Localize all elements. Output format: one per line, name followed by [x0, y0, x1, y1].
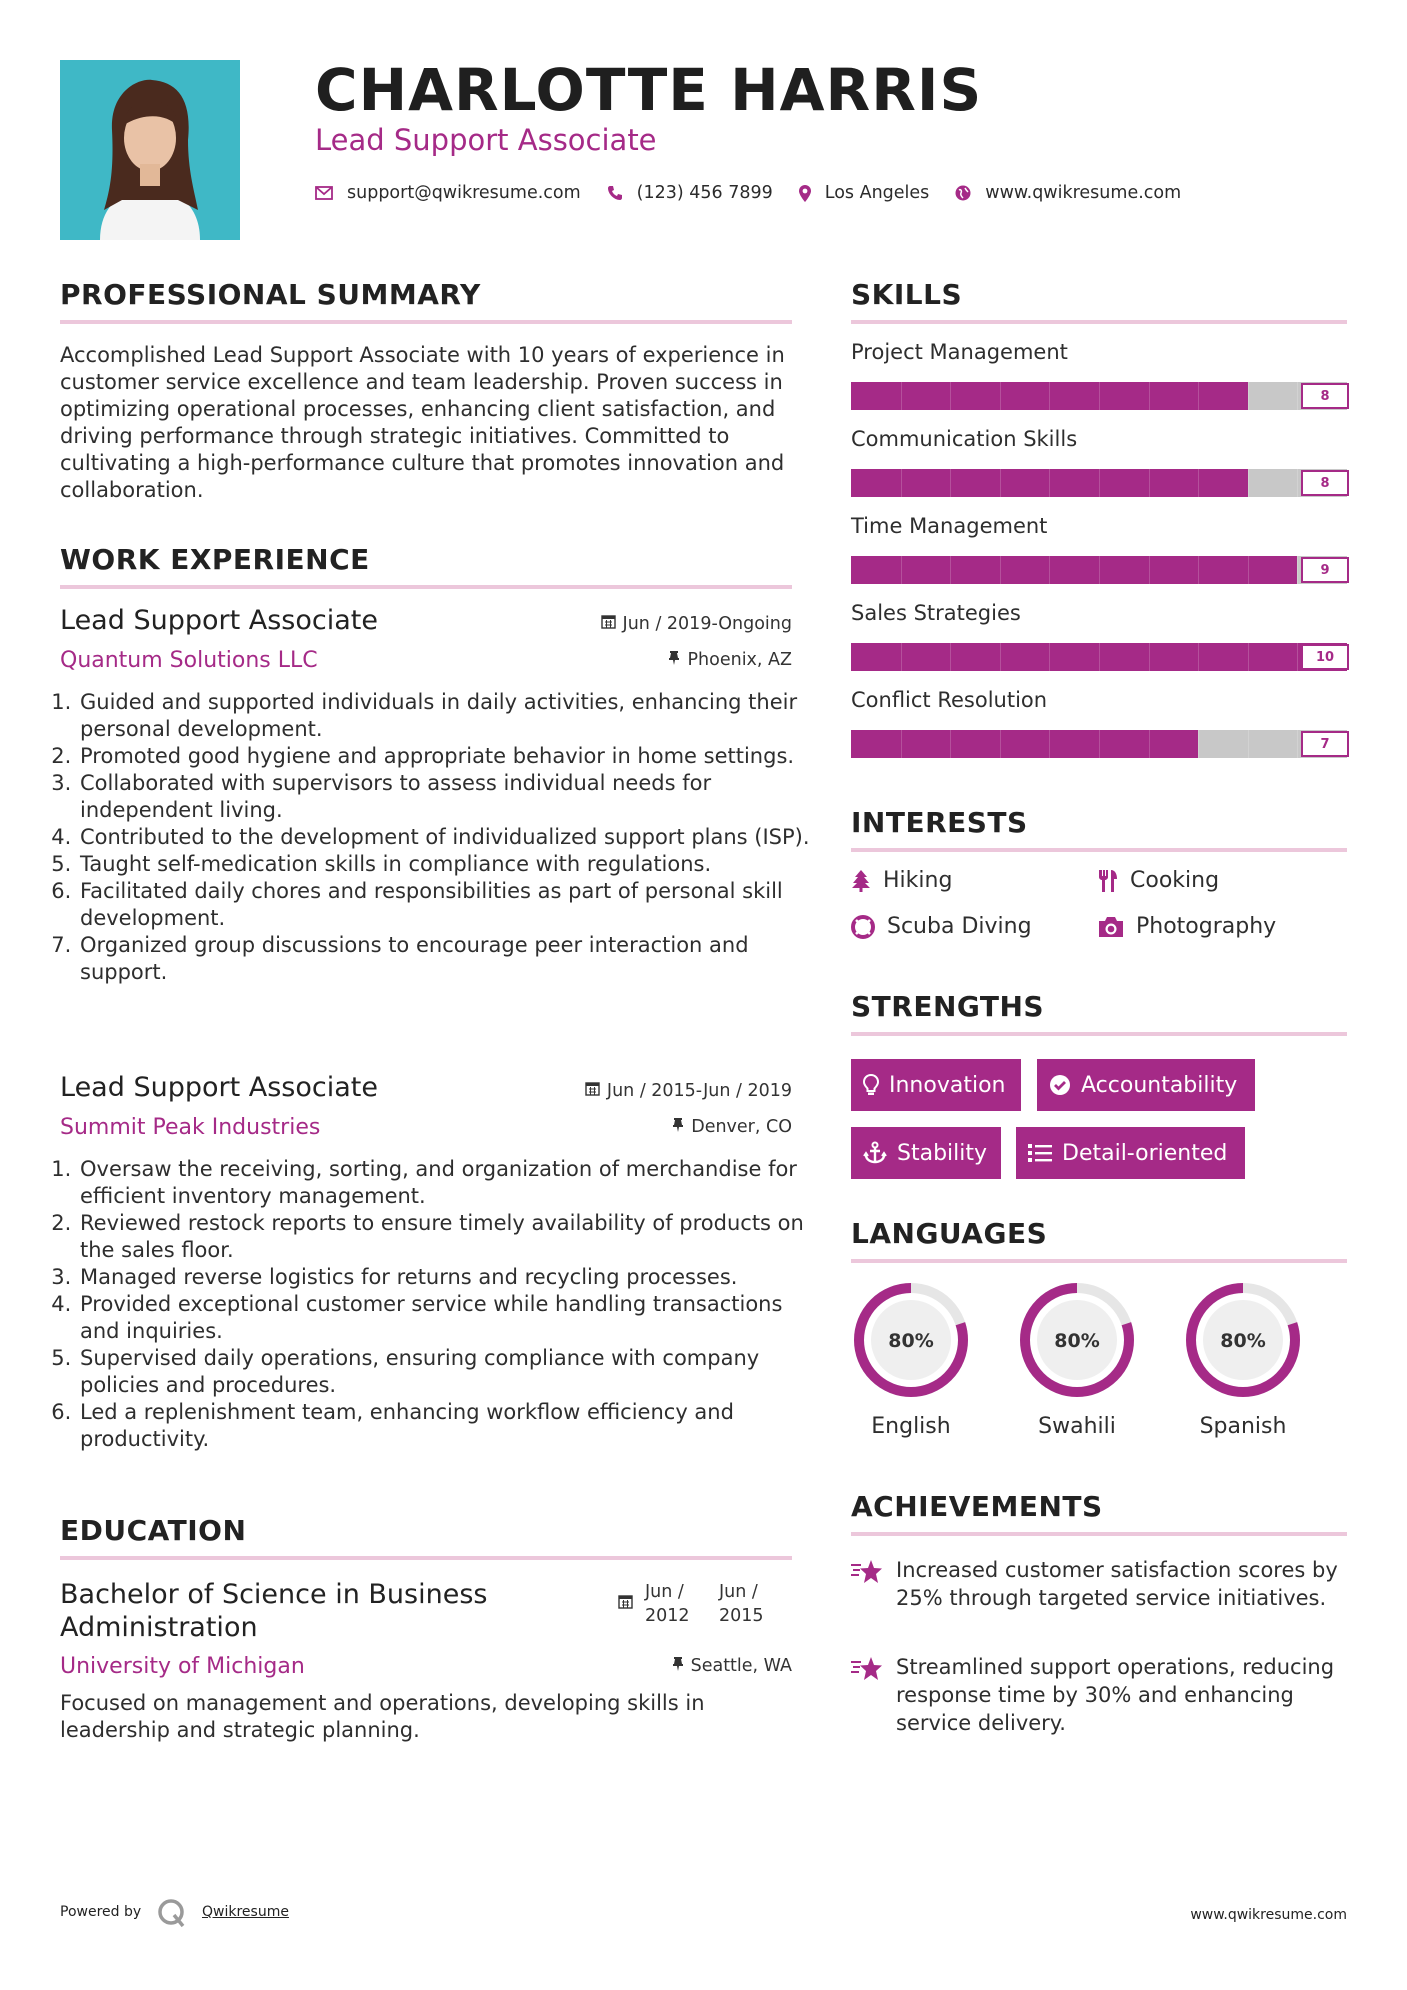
candidate-name: CHARLOTTE HARRIS — [315, 56, 983, 124]
skill-bar-segment — [1297, 730, 1298, 758]
skills-heading: SKILLS — [851, 278, 963, 311]
skill-bar-segment — [950, 469, 951, 497]
skill-label: Time Management — [851, 514, 1048, 538]
strength-label: Detail-oriented — [1062, 1140, 1228, 1166]
language-percent: 80% — [1220, 1330, 1266, 1352]
strength-label: Innovation — [889, 1072, 1006, 1098]
skill-bar — [851, 556, 1347, 584]
skill-bar-segment — [1198, 643, 1199, 671]
skills-divider — [851, 320, 1347, 324]
job-date — [601, 614, 792, 634]
degree-title: Bachelor of Science in Business Administration — [60, 1579, 488, 1643]
life-ring-icon — [851, 915, 875, 939]
skill-bar-fill — [851, 730, 1198, 758]
skill-bar-segment — [901, 730, 902, 758]
calendar-icon — [585, 1081, 600, 1101]
phone-icon — [607, 185, 623, 201]
company-name: Quantum Solutions LLC — [60, 648, 318, 673]
pin-icon — [672, 1117, 684, 1137]
qwikresume-logo-icon — [157, 1898, 187, 1932]
education-end — [719, 1580, 764, 1628]
skill-bar-segment — [1099, 730, 1100, 758]
skill-bar-segment — [1248, 469, 1249, 497]
skill-bar-segment — [1000, 730, 1001, 758]
summary-heading: PROFESSIONAL SUMMARY — [60, 278, 481, 311]
language-label: Spanish — [1199, 1414, 1287, 1439]
skill-bar-segment — [1248, 556, 1249, 584]
calendar-icon — [601, 614, 616, 634]
languages-divider — [851, 1259, 1347, 1263]
strengths-heading: STRENGTHS — [851, 990, 1045, 1023]
skill-bar-segment — [1198, 469, 1199, 497]
skill-bar-segment — [1297, 556, 1298, 584]
interests-divider — [851, 848, 1347, 852]
skill-bar-segment — [950, 730, 951, 758]
skill-bar — [851, 382, 1347, 410]
lightbulb-icon — [863, 1074, 879, 1096]
profile-photo — [60, 60, 240, 240]
list-item: 2. Promoted good hygiene and appropriate behavior in home settings. — [78, 743, 813, 770]
utensils-icon — [1098, 870, 1118, 892]
anchor-icon — [863, 1141, 887, 1165]
skill-bar-segment — [1297, 643, 1298, 671]
education-description: Focused on management and operations, developing skills in leadership and strategic planning. — [60, 1691, 705, 1742]
skill-bar-segment — [1000, 643, 1001, 671]
powered-by-text: Powered by — [60, 1904, 142, 1920]
language-label: Swahili — [1038, 1414, 1116, 1439]
camera-icon — [1098, 916, 1124, 938]
list-item: 4. Contributed to the development of individualized support plans (ISP). — [78, 824, 813, 851]
education-location — [672, 1656, 792, 1676]
skill-bar-segment — [1248, 730, 1249, 758]
education-divider — [60, 1556, 792, 1560]
list-item: 1. Guided and supported individuals in daily activities, enhancing their personal development. — [78, 689, 813, 743]
skill-bar-segment — [1049, 643, 1050, 671]
job-duties-list — [58, 1156, 813, 1453]
skill-bar-segment — [1000, 556, 1001, 584]
language-ring — [1181, 1278, 1305, 1402]
shooting-star-icon — [851, 1656, 883, 1686]
skill-bar-segment — [1149, 382, 1150, 410]
list-item: 6. Led a replenishment team, enhancing workflow efficiency and productivity. — [78, 1399, 813, 1453]
skill-bar-segment — [1099, 469, 1100, 497]
list-item: 6. Facilitated daily chores and responsibilities as part of personal skill development. — [78, 878, 813, 932]
list-item: 1. Oversaw the receiving, sorting, and organization of merchandise for efficient inventory management. — [78, 1156, 813, 1210]
skill-bar-segment — [1198, 556, 1199, 584]
skill-bar-segment — [1297, 469, 1298, 497]
skill-bar-segment — [901, 643, 902, 671]
achievements-divider — [851, 1532, 1347, 1536]
languages-heading: LANGUAGES — [851, 1217, 1048, 1250]
email-link[interactable]: support@qwikresume.com — [347, 183, 581, 203]
achievement-text: Streamlined support operations, reducing response time by 30% and enhancing service delivery. — [896, 1655, 1335, 1735]
education-end-year: 2015 — [719, 1606, 764, 1626]
strength-chip-accountability — [1037, 1059, 1255, 1111]
location-text: Los Angeles — [824, 183, 930, 203]
interest-item-scuba-diving — [851, 914, 1032, 939]
skill-score: 8 — [1301, 383, 1349, 409]
skill-bar-segment — [1049, 556, 1050, 584]
tree-icon — [851, 870, 871, 892]
skill-bar-segment — [901, 382, 902, 410]
achievements-heading: ACHIEVEMENTS — [851, 1490, 1103, 1523]
list-item: 4. Provided exceptional customer service while handling transactions and inquiries. — [78, 1291, 813, 1345]
map-marker-icon — [799, 185, 811, 202]
brand-link[interactable]: Qwikresume — [202, 1904, 289, 1920]
interest-item-hiking — [851, 868, 952, 893]
summary-text: Accomplished Lead Support Associate with 10 years of experience in customer service excellence and team leadership. Proven success in optimizing operational processes, enhancing client satisfaction, and driving performance through strategic initiatives. Committed to cultivating a high-performance culture that promotes innovation and collaboration. — [60, 343, 785, 502]
education-start-year: 2012 — [645, 1606, 690, 1626]
skill-bar-segment — [1149, 730, 1150, 758]
job-location-text: Phoenix, AZ — [687, 650, 792, 670]
skill-bar-segment — [1049, 382, 1050, 410]
list-item: 5. Taught self-medication skills in compliance with regulations. — [78, 851, 813, 878]
job-date — [585, 1081, 792, 1101]
school-name: University of Michigan — [60, 1654, 305, 1679]
skill-bar-segment — [901, 556, 902, 584]
interest-label: Photography — [1136, 914, 1277, 939]
skill-bar-segment — [1149, 469, 1150, 497]
skill-bar — [851, 469, 1347, 497]
strength-chip-innovation — [851, 1059, 1021, 1111]
skill-bar-segment — [1099, 643, 1100, 671]
skill-bar-segment — [950, 382, 951, 410]
globe-icon — [955, 185, 971, 201]
shooting-star-icon — [851, 1559, 883, 1589]
job-date-text: Jun / 2015-Jun / 2019 — [606, 1081, 792, 1101]
list-item: 7. Organized group discussions to encourage peer interaction and support. — [78, 932, 813, 986]
skill-bar-segment — [1099, 556, 1100, 584]
skill-score: 7 — [1301, 731, 1349, 757]
footer-url-link[interactable]: www.qwikresume.com — [1190, 1907, 1347, 1923]
skill-bar-segment — [1049, 469, 1050, 497]
company-name: Summit Peak Industries — [60, 1115, 321, 1140]
envelope-icon — [315, 186, 333, 200]
skill-bar-segment — [1000, 382, 1001, 410]
job-location-text: Denver, CO — [691, 1117, 792, 1137]
skill-bar-segment — [1049, 730, 1050, 758]
job-title: Lead Support Associate — [60, 1072, 378, 1103]
pin-icon — [672, 1656, 684, 1676]
education-location-text: Seattle, WA — [690, 1656, 792, 1676]
skill-score: 8 — [1301, 470, 1349, 496]
achievement-text: Increased customer satisfaction scores by 25% through targeted service initiatives. — [896, 1558, 1338, 1610]
education-heading: EDUCATION — [60, 1514, 247, 1547]
skill-bar-segment — [950, 643, 951, 671]
language-ring — [1015, 1278, 1139, 1402]
skill-bar-segment — [950, 556, 951, 584]
skill-bar — [851, 643, 1347, 671]
strength-label: Accountability — [1081, 1072, 1238, 1098]
education-end-month: Jun / — [719, 1582, 758, 1602]
skill-bar-segment — [1248, 382, 1249, 410]
calendar-icon — [618, 1592, 633, 1616]
list-item: 3. Managed reverse logistics for returns and recycling processes. — [78, 1264, 813, 1291]
interest-label: Hiking — [883, 868, 953, 893]
job-duties-list — [58, 689, 813, 986]
strength-chip-detail-oriented — [1016, 1127, 1245, 1179]
skill-bar — [851, 730, 1347, 758]
skill-bar-segment — [1099, 382, 1100, 410]
check-circle-icon — [1049, 1074, 1071, 1096]
language-label: English — [871, 1414, 951, 1439]
experience-heading: WORK EXPERIENCE — [60, 543, 370, 576]
skill-label: Conflict Resolution — [851, 688, 1048, 712]
education-start-month: Jun / — [645, 1582, 684, 1602]
strength-label: Stability — [897, 1140, 988, 1166]
skill-label: Sales Strategies — [851, 601, 1021, 625]
skill-bar-segment — [1149, 556, 1150, 584]
list-item: 3. Collaborated with supervisors to assess individual needs for independent living. — [78, 770, 813, 824]
skill-bar-segment — [901, 469, 902, 497]
experience-divider — [60, 585, 792, 589]
education-start — [645, 1580, 690, 1628]
phone-text: (123) 456 7899 — [636, 183, 773, 203]
website-link[interactable]: www.qwikresume.com — [985, 183, 1182, 203]
pin-icon — [668, 650, 680, 670]
interests-heading: INTERESTS — [851, 806, 1028, 839]
strengths-divider — [851, 1032, 1347, 1036]
skill-label: Communication Skills — [851, 427, 1078, 451]
job-location — [672, 1117, 792, 1137]
interest-item-cooking — [1098, 868, 1219, 893]
job-title: Lead Support Associate — [60, 605, 378, 636]
list-item: 2. Reviewed restock reports to ensure timely availability of products on the sales floor. — [78, 1210, 813, 1264]
skill-bar-segment — [1149, 643, 1150, 671]
candidate-title: Lead Support Associate — [315, 123, 657, 157]
contact-bar — [315, 180, 1207, 206]
interest-item-photography — [1098, 914, 1276, 939]
interest-label: Scuba Diving — [887, 914, 1032, 939]
language-percent: 80% — [1054, 1330, 1100, 1352]
list-icon — [1028, 1143, 1052, 1163]
skill-label: Project Management — [851, 340, 1068, 364]
language-percent: 80% — [888, 1330, 934, 1352]
skill-score: 9 — [1301, 557, 1349, 583]
job-location — [668, 650, 792, 670]
summary-divider — [60, 320, 792, 324]
language-ring — [849, 1278, 973, 1402]
strength-chip-stability — [851, 1127, 1001, 1179]
skill-score: 10 — [1301, 644, 1349, 670]
job-date-text: Jun / 2019-Ongoing — [622, 614, 792, 634]
skill-bar-segment — [1198, 382, 1199, 410]
skill-bar-segment — [1198, 730, 1199, 758]
skill-bar-segment — [1000, 469, 1001, 497]
list-item: 5. Supervised daily operations, ensuring compliance with company policies and procedures. — [78, 1345, 813, 1399]
skill-bar-segment — [1297, 382, 1298, 410]
interest-label: Cooking — [1130, 868, 1220, 893]
skill-bar-fill — [851, 556, 1297, 584]
skill-bar-segment — [1248, 643, 1249, 671]
